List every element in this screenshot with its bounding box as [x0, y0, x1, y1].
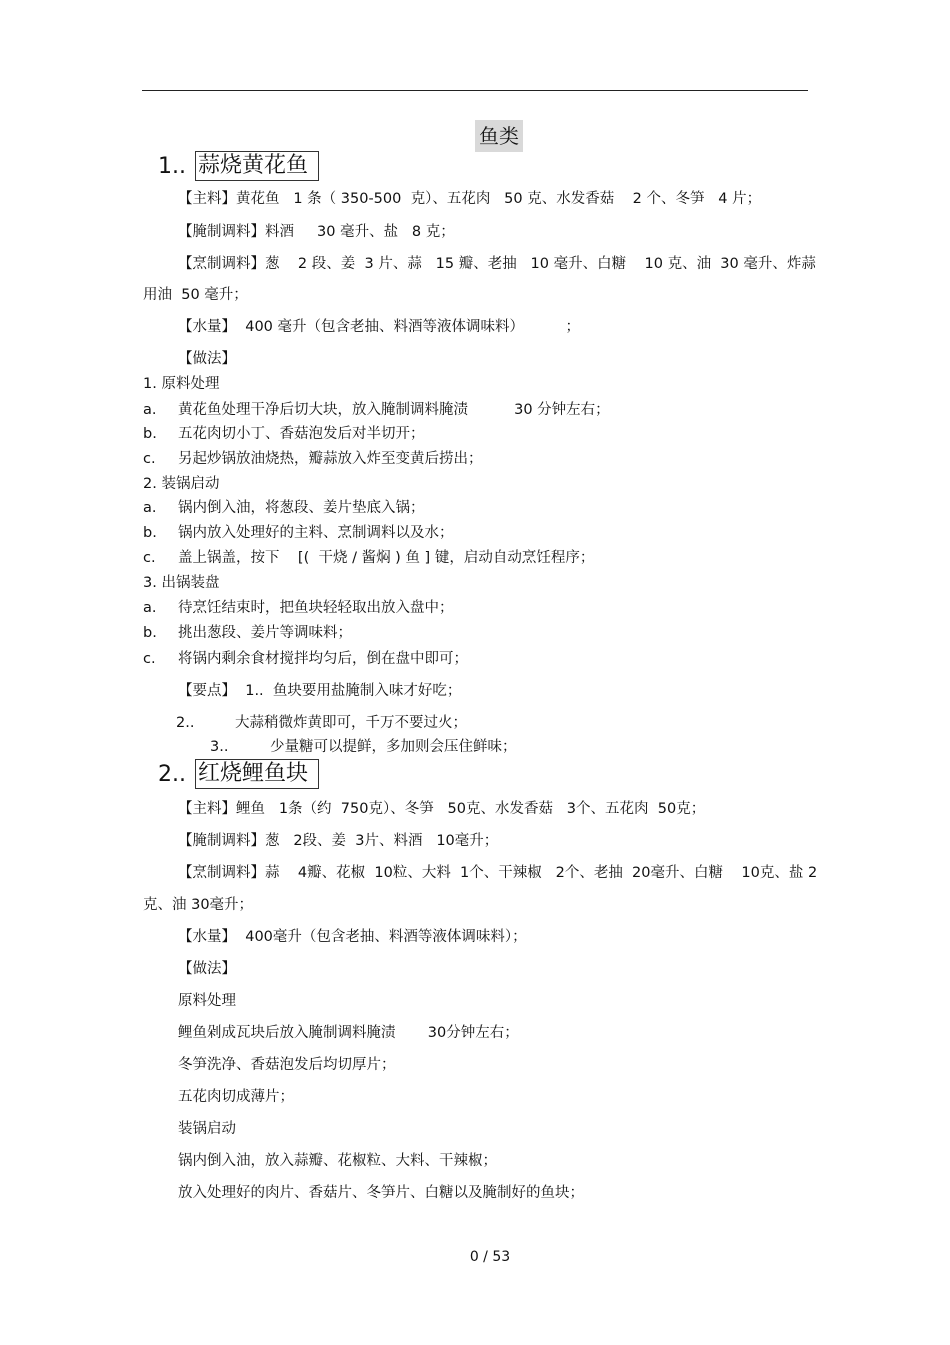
recipe-2-water: 【水量】 400毫升（包含老抽、料酒等液体调味料）； — [178, 929, 527, 945]
step-text: 冬笋洗净、香菇泡发后均切厚片； — [178, 1057, 396, 1073]
recipe-2-number: 2.. — [158, 762, 186, 787]
tip-text: 少量糖可以提鲜，多加则会压住鲜味； — [270, 739, 517, 755]
recipe-1-marinade: 【腌制调料】料酒 30 毫升、盐 8 克； — [178, 224, 455, 240]
step-text: 原料处理 — [178, 993, 236, 1009]
recipe-1-cooking-seasoning-cont: 用油 50 毫升； — [143, 287, 248, 303]
step-text: 待烹饪结束时，把鱼块轻轻取出放入盘中； — [178, 600, 454, 616]
step-marker: b. — [143, 426, 157, 442]
step-marker: b. — [143, 525, 157, 541]
step-heading: 3. 出锅装盘 — [143, 575, 220, 591]
step-text: 将锅内剩余食材搅拌均匀后，倒在盘中即可； — [178, 651, 468, 667]
recipe-1-water: 【水量】 400 毫升（包含老抽、料酒等液体调味料） ； — [178, 319, 580, 335]
step-marker: c. — [143, 651, 156, 667]
step-text: 挑出葱段、姜片等调味料； — [178, 625, 352, 641]
step-marker: a. — [143, 500, 157, 516]
step-text: 放入处理好的肉片、香菇片、冬笋片、白糖以及腌制好的鱼块； — [178, 1185, 584, 1201]
recipe-1-cooking-seasoning: 【烹制调料】葱 2 段、姜 3 片、蒜 15 瓣、老抽 10 毫升、白糖 10 克、油 30 毫升、炸蒜 — [178, 256, 816, 272]
recipe-1-number: 1.. — [158, 154, 186, 179]
step-text: 鲤鱼剁成瓦块后放入腌制调料腌渍 30分钟左右； — [178, 1025, 519, 1041]
step-text: 五花肉切成薄片； — [178, 1089, 294, 1105]
step-text: 锅内倒入油，将葱段、姜片垫底入锅； — [178, 500, 425, 516]
step-marker: c. — [143, 451, 156, 467]
recipe-1-tips: 【要点】 1.. 鱼块要用盐腌制入味才好吃； — [178, 683, 462, 699]
step-text: 锅内放入处理好的主料、烹制调料以及水； — [178, 525, 454, 541]
step-heading: 2. 装锅启动 — [143, 476, 220, 492]
step-text: 锅内倒入油，放入蒜瓣、花椒粒、大料、干辣椒； — [178, 1153, 497, 1169]
recipe-1-method-heading: 【做法】 — [178, 351, 236, 367]
step-text: 盖上锅盖，按下 [( 干烧 / 酱焖 ) 鱼 ] 键，启动自动烹饪程序； — [178, 550, 595, 566]
step-marker: a. — [143, 402, 157, 418]
step-marker: a. — [143, 600, 157, 616]
recipe-2-cooking-seasoning: 【烹制调料】蒜 4瓣、花椒 10粒、大料 1个、干辣椒 2个、老抽 20毫升、白糖 10克、盐 2 — [178, 865, 818, 881]
recipe-2-cooking-seasoning-cont: 克、油 30毫升； — [143, 897, 254, 913]
recipe-2-main-ingredients: 【主料】鲤鱼 1条（约 750克）、冬笋 50克、水发香菇 3个、五花肉 50克； — [178, 801, 706, 817]
step-text: 另起炒锅放油烧热，瓣蒜放入炸至变黄后捞出； — [178, 451, 483, 467]
step-marker: b. — [143, 625, 157, 641]
page-number: 0 / 53 — [469, 1249, 511, 1265]
tip-text: 大蒜稍微炸黄即可，千万不要过火； — [235, 715, 467, 731]
recipe-2-marinade: 【腌制调料】葱 2段、姜 3片、料酒 10毫升； — [178, 833, 499, 849]
section-title: 鱼类 — [475, 120, 523, 152]
step-marker: c. — [143, 550, 156, 566]
recipe-2-method-heading: 【做法】 — [178, 961, 236, 977]
step-text: 黄花鱼处理干净后切大块，放入腌制调料腌渍 30 分钟左右； — [178, 402, 610, 418]
recipe-2-title: 红烧鲤鱼块 — [195, 759, 319, 789]
tip-number: 2.. — [176, 715, 195, 731]
header-rule — [142, 90, 808, 91]
step-heading: 1. 原料处理 — [143, 376, 220, 392]
recipe-1-main-ingredients: 【主料】黄花鱼 1 条（ 350-500 克）、五花肉 50 克、水发香菇 2 个、冬笋 4 片； — [178, 191, 762, 207]
step-text: 五花肉切小丁、香菇泡发后对半切开； — [178, 426, 425, 442]
recipe-1-title: 蒜烧黄花鱼 — [195, 151, 319, 181]
tip-number: 3.. — [210, 739, 229, 755]
step-text: 装锅启动 — [178, 1121, 236, 1137]
